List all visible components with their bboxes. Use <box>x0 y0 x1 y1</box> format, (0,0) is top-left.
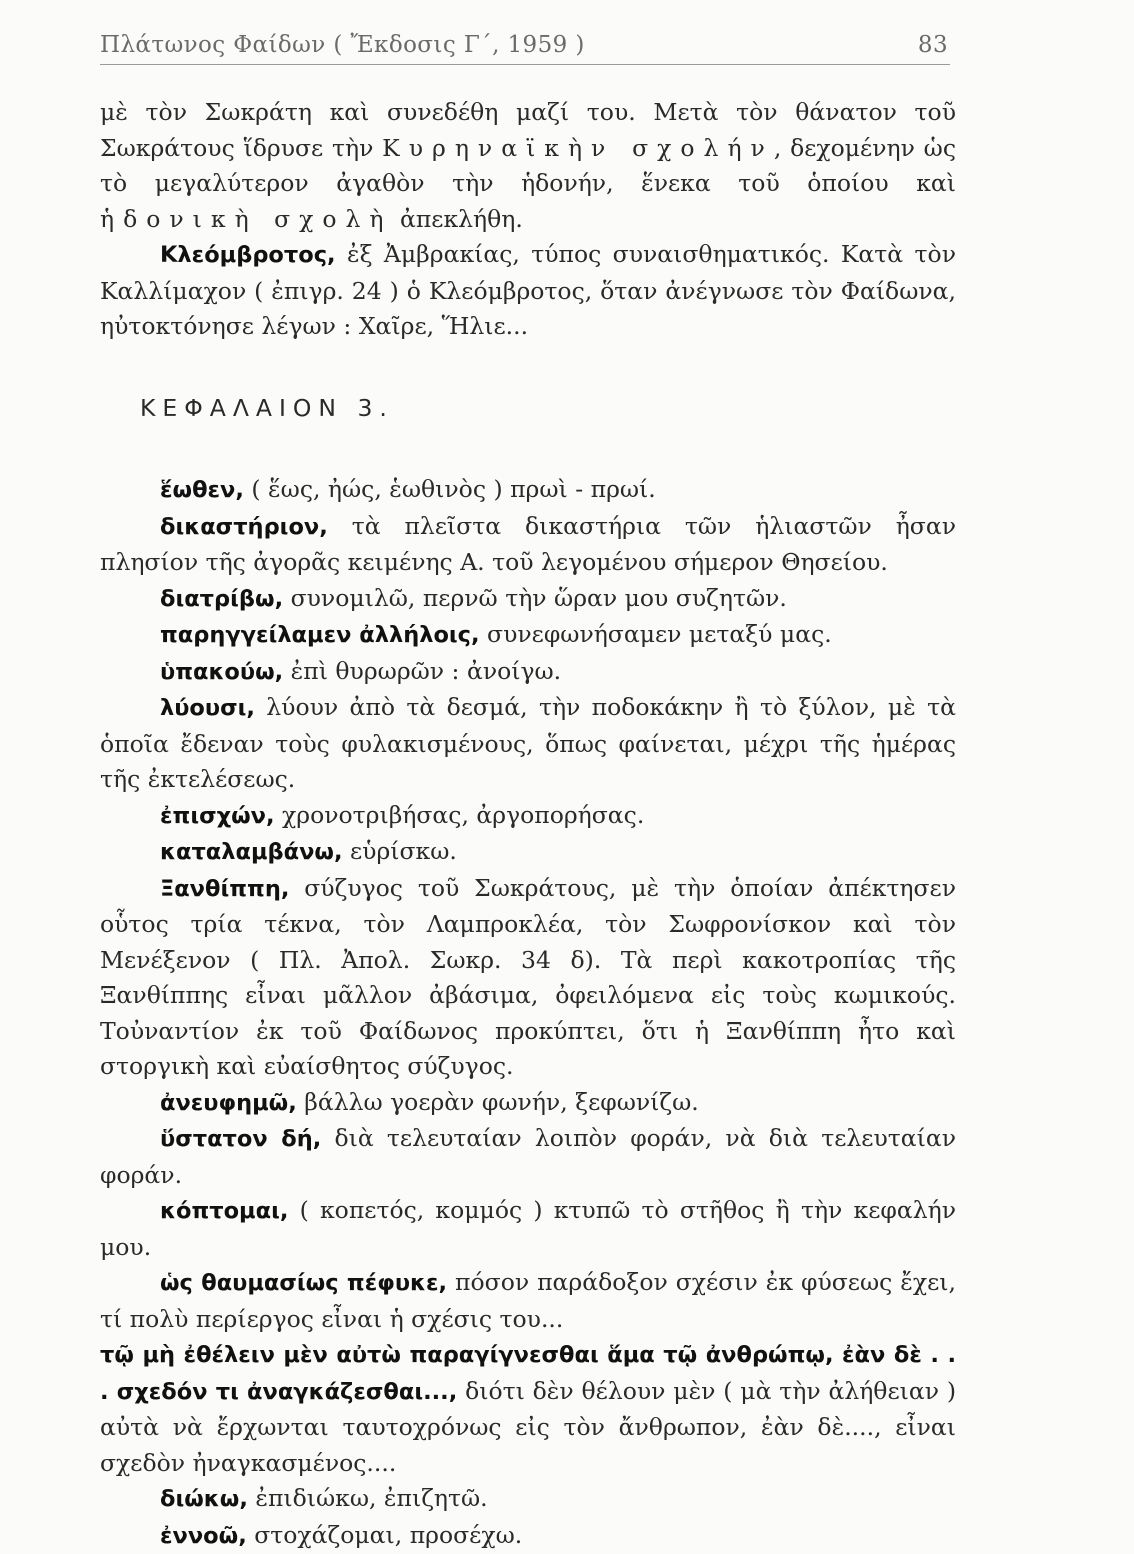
glossary-entry <box>100 690 956 798</box>
entry-term: τῷ μὴ ἐθέλειν μὲν αὐτὼ παραγίγνεσθαι ἅμα τῷ ἀνθρώπῳ, ἐὰν δὲ . . . σχεδόν τι ἀναγκάζεσθαι..., <box>100 1342 956 1405</box>
entry-term: Κλεόμβροτος, <box>160 242 336 268</box>
header-title: Πλάτωνος Φαίδων ( Ἔκδοσις Γ΄, 1959 ) <box>100 32 585 58</box>
entry-term: ἀνευφημῶ, <box>160 1090 297 1116</box>
entry-term: ἐπισχών, <box>160 803 275 829</box>
glossary-entry <box>100 581 956 618</box>
page-number: 83 <box>918 32 948 58</box>
entry-term: ἐννοῶ, <box>160 1523 247 1549</box>
intro-paragraph: μὲ τὸν Σωκράτη καὶ συνεδέθη μαζί του. Μετὰ τὸν θάνατον τοῦ Σωκράτους ἵδρυσε τὴν Κυρηναϊκὴν σχολήν, δεχομένην ὡς τὸ μεγαλύτερον ἀγαθὸν τὴν ἡδονήν, ἕνεκα τοῦ ὁποίου καὶ ἡδονικὴ σχολὴ ἀπεκλήθη. <box>100 95 956 237</box>
glossary-entry-quotation <box>100 1337 956 1481</box>
entry-term: κόπτομαι, <box>160 1198 288 1224</box>
running-header <box>100 28 950 65</box>
glossary-entry <box>100 654 956 691</box>
entry-term: λύουσι, <box>160 695 255 721</box>
chapter-heading: ΚΕΦΑΛΑΙΟΝ 3. <box>100 391 956 427</box>
glossary-entry <box>100 1085 956 1122</box>
entry-definition: τὰ πλεῖστα δικαστήρια τῶν ἡλιαστῶν ἦσαν πλησίον τῆς ἀγορᾶς κειμένης Α. τοῦ λεγομένου σήμερον Θησείου. <box>100 512 956 577</box>
glossary-entry <box>100 237 956 345</box>
emphasis-hedonic-school: ἡδονικὴ σχολὴ <box>100 205 393 233</box>
entry-definition: χρονοτριβήσας, ἀργοπορήσας. <box>275 801 645 829</box>
glossary-entry <box>100 1481 956 1518</box>
entry-definition: ( κοπετός, κομμός ) κτυπῶ τὸ στῆθος ἢ τὴν κεφαλήν μου. <box>100 1196 956 1261</box>
entry-term: καταλαμβάνω, <box>160 839 343 865</box>
entry-term: δικαστήριον, <box>160 514 328 540</box>
entry-definition: εὑρίσκω. <box>343 837 457 865</box>
entry-definition: ἐπὶ θυρωρῶν : ἀνοίγω. <box>283 657 561 685</box>
glossary-entry <box>100 871 956 1085</box>
entry-definition: συνομιλῶ, περνῶ τὴν ὥραν μου συζητῶν. <box>283 584 787 612</box>
glossary-entry <box>100 1121 956 1193</box>
page-body <box>100 95 956 1554</box>
glossary-entry <box>100 472 956 509</box>
entry-term: Ξανθίππη, <box>160 876 289 902</box>
glossary-entry <box>100 617 956 654</box>
entry-definition: πόσον παράδοξον σχέσιν ἐκ φύσεως ἔχει, τί πολὺ περίεργος εἶναι ἡ σχέσις του... <box>100 1268 956 1333</box>
glossary-entry <box>100 509 956 581</box>
entry-definition: ἐξ Ἀμβρακίας, τύπος συναισθηματικός. Κατὰ τὸν Καλλίμαχον ( ἐπιγρ. 24 ) ὁ Κλεόμβροτος, ὅταν ἀνέγνωσε τὸν Φαίδωνα, ηὐτοκτόνησε λέγων : Χαῖρε, Ἥλιε... <box>100 240 956 340</box>
entry-definition: σύζυγος τοῦ Σωκράτους, μὲ τὴν ὁποίαν ἀπέκτησεν οὗτος τρία τέκνα, τὸν Λαμπροκλέα, τὸν Σωφρονίσκον καὶ τὸν Μενέξενον ( Πλ. Ἀπολ. Σωκρ. 34 δ). Τὰ περὶ κακοτροπίας τῆς Ξανθίππης εἶναι μᾶλλον ἀβάσιμα, ὀφειλόμενα εἰς τοὺς κωμικούς. Τοὐναντίον ἐκ τοῦ Φαίδωνος προκύπτει, ὅτι ἡ Ξανθίππη ἦτο καὶ στοργικὴ καὶ εὐαίσθητος σύζυγος. <box>100 874 956 1081</box>
glossary-entry <box>100 834 956 871</box>
entry-definition: ἐπιδιώκω, ἐπιζητῶ. <box>248 1484 488 1512</box>
entry-term: ἕωθεν, <box>160 477 244 503</box>
entry-term: διώκω, <box>160 1486 248 1512</box>
glossary-list <box>100 472 956 1554</box>
entry-term: ὕστατον δή, <box>160 1126 321 1152</box>
entry-term: ὑπακούω, <box>160 659 283 685</box>
glossary-entry <box>100 1265 956 1337</box>
entry-definition: λύουν ἀπὸ τὰ δεσμά, τὴν ποδοκάκην ἢ τὸ ξύλον, μὲ τὰ ὁποῖα ἔδεναν τοὺς φυλακισμένους, ὅπως φαίνεται, μέχρι τῆς ἡμέρας τῆς ἐκτελέσεως. <box>100 693 956 793</box>
glossary-entry <box>100 1193 956 1265</box>
entry-definition: συνεφωνήσαμεν μεταξύ μας. <box>480 620 832 648</box>
entry-definition: ( ἕως, ἠώς, ἑωθινὸς ) πρωὶ - πρωί. <box>244 475 656 503</box>
glossary-entry <box>100 1518 956 1554</box>
entry-definition: διὰ τελευταίαν λοιπὸν φοράν, νὰ διὰ τελευταίαν φοράν. <box>100 1124 956 1189</box>
entry-definition: στοχάζομαι, προσέχω. <box>247 1521 522 1549</box>
entry-term: παρηγγείλαμεν ἀλλήλοις, <box>160 622 480 648</box>
glossary-entry <box>100 798 956 835</box>
entry-term: ὡς θαυμασίως πέφυκε, <box>160 1270 447 1296</box>
emphasis-cyrenaic-school: Κυρηναϊκὴν σχολήν <box>382 134 774 162</box>
entry-term: διατρίβω, <box>160 586 283 612</box>
entry-definition: διότι δὲν θέλουν μὲν ( μὰ τὴν ἀλήθειαν ) αὐτὰ νὰ ἔρχωνται ταυτοχρόνως εἰς τὸν ἄνθρωπον, ἐὰν δὲ...., εἶναι σχεδὸν ἠναγκασμένος.... <box>100 1377 956 1477</box>
entry-definition: βάλλω γοερὰν φωνήν, ξεφωνίζω. <box>297 1088 699 1116</box>
